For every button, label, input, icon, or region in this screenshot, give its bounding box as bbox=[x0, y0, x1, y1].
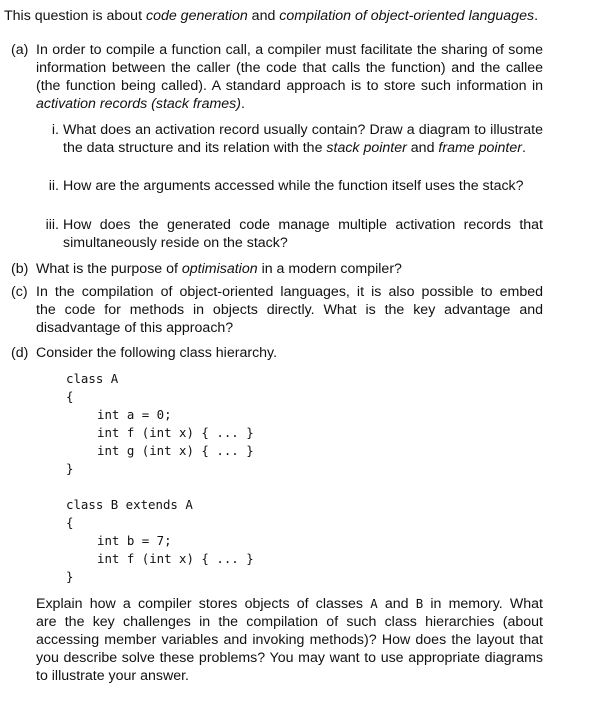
intro-em-code-generation: code generation bbox=[145, 8, 248, 24]
part-b-text-a: What is the purpose of bbox=[36, 261, 182, 277]
code-class-a-method-g: int g (int x) { ... } bbox=[97, 443, 254, 458]
part-d-explain-line-4: you describe solve these problems? You may want to use appropriate diagrams bbox=[36, 650, 543, 666]
intro-text-2: and bbox=[247, 8, 280, 24]
code-class-a-open-brace: { bbox=[66, 389, 74, 404]
code-class-a-close-brace: } bbox=[66, 461, 74, 476]
part-d-explain-line-5: to illustrate your answer. bbox=[36, 668, 189, 684]
part-d-explain-text-b: and bbox=[377, 596, 416, 612]
part-a-line-2: information between the caller (the code that calls the function) and the callee bbox=[36, 60, 543, 76]
part-a-line-4-end: . bbox=[241, 96, 245, 112]
intro-em-oo-compilation: compilation of object-oriented languages bbox=[279, 8, 535, 24]
code-class-b-method-f: int f (int x) { ... } bbox=[97, 551, 254, 566]
intro-text-1: This question is about bbox=[4, 8, 146, 24]
part-a-line-4 bbox=[36, 95, 543, 113]
part-a-i-em-frame-pointer: frame pointer bbox=[438, 140, 522, 156]
part-b-label: (b) bbox=[11, 261, 29, 277]
part-a-iii-body bbox=[63, 216, 543, 252]
part-d-line-1: Consider the following class hierarchy. bbox=[36, 345, 278, 361]
part-a-line-1: In order to compile a function call, a compiler must facilitate the sharing of some bbox=[36, 42, 543, 58]
part-a-i-body bbox=[63, 121, 543, 157]
code-class-a-field-a: int a = 0; bbox=[97, 407, 172, 422]
part-d-explanation bbox=[36, 595, 543, 685]
part-c-body bbox=[36, 283, 543, 337]
part-c-label: (c) bbox=[11, 284, 28, 300]
part-a-ii-line-1: How are the arguments accessed while the function itself uses the stack? bbox=[63, 178, 524, 194]
part-c-line-2: the code for methods in objects directly. What is the key advantage and bbox=[36, 302, 543, 318]
part-d-explain-text-c: in memory. What bbox=[423, 596, 543, 612]
part-d-explain-text-a: Explain how a compiler stores objects of classes bbox=[36, 596, 371, 612]
part-a-ii-body bbox=[63, 177, 543, 195]
code-class-b-field-b: int b = 7; bbox=[97, 533, 172, 548]
part-a-iii-line-1: How does the generated code manage multiple activation records that bbox=[63, 217, 543, 233]
question-intro bbox=[4, 7, 596, 25]
code-class-a-header: class A bbox=[66, 371, 119, 386]
code-class-b-open-brace: { bbox=[66, 515, 74, 530]
part-d-intro bbox=[36, 344, 543, 362]
part-d-class-b-ref: B bbox=[415, 596, 424, 611]
part-a-i-text-c: . bbox=[522, 140, 526, 156]
part-a-line-3: (the function being called). A standard approach is to store such information in bbox=[36, 78, 543, 94]
part-a-ii-label: ii. bbox=[48, 178, 59, 194]
part-c-line-1: In the compilation of object-oriented languages, it is also possible to embed bbox=[36, 284, 543, 300]
part-d-explain-line-3: accessing member variables and invoking methods)? How does the layout that bbox=[36, 632, 543, 648]
part-b-body bbox=[36, 260, 543, 278]
part-a-iii-line-2: simultaneously reside on the stack? bbox=[63, 235, 288, 251]
part-d-label: (d) bbox=[11, 345, 29, 361]
part-a-iii-label: iii. bbox=[45, 217, 59, 233]
code-class-b-header: class B extends A bbox=[66, 497, 193, 512]
part-a-i-text-a: the data structure and its relation with the bbox=[63, 140, 327, 156]
code-class-a-method-f: int f (int x) { ... } bbox=[97, 425, 254, 440]
part-d-class-a-ref: A bbox=[370, 596, 378, 611]
part-a-i-label: i. bbox=[51, 122, 59, 138]
part-a-i-line-2 bbox=[63, 139, 543, 157]
intro-text-3: . bbox=[534, 8, 539, 24]
part-a-label: (a) bbox=[11, 42, 29, 58]
code-class-b-close-brace: } bbox=[66, 569, 74, 584]
part-a-i-em-stack-pointer: stack pointer bbox=[326, 140, 407, 156]
part-b-text-b: in a modern compiler? bbox=[257, 261, 402, 277]
part-a-em-activation-records: activation records (stack frames) bbox=[36, 96, 241, 112]
part-c-line-3: disadvantage of this approach? bbox=[36, 320, 234, 336]
part-d-explain-line-1 bbox=[36, 595, 543, 613]
part-b-line-1 bbox=[36, 260, 543, 278]
part-a-body bbox=[36, 41, 543, 113]
part-b-em-optimisation: optimisation bbox=[181, 261, 258, 277]
part-a-i-text-b: and bbox=[406, 140, 439, 156]
part-d-explain-line-2: are the key challenges in the compilation of such class hierarchies (about bbox=[36, 614, 543, 630]
part-a-i-line-1: What does an activation record usually contain? Draw a diagram to illustrate bbox=[63, 122, 543, 138]
